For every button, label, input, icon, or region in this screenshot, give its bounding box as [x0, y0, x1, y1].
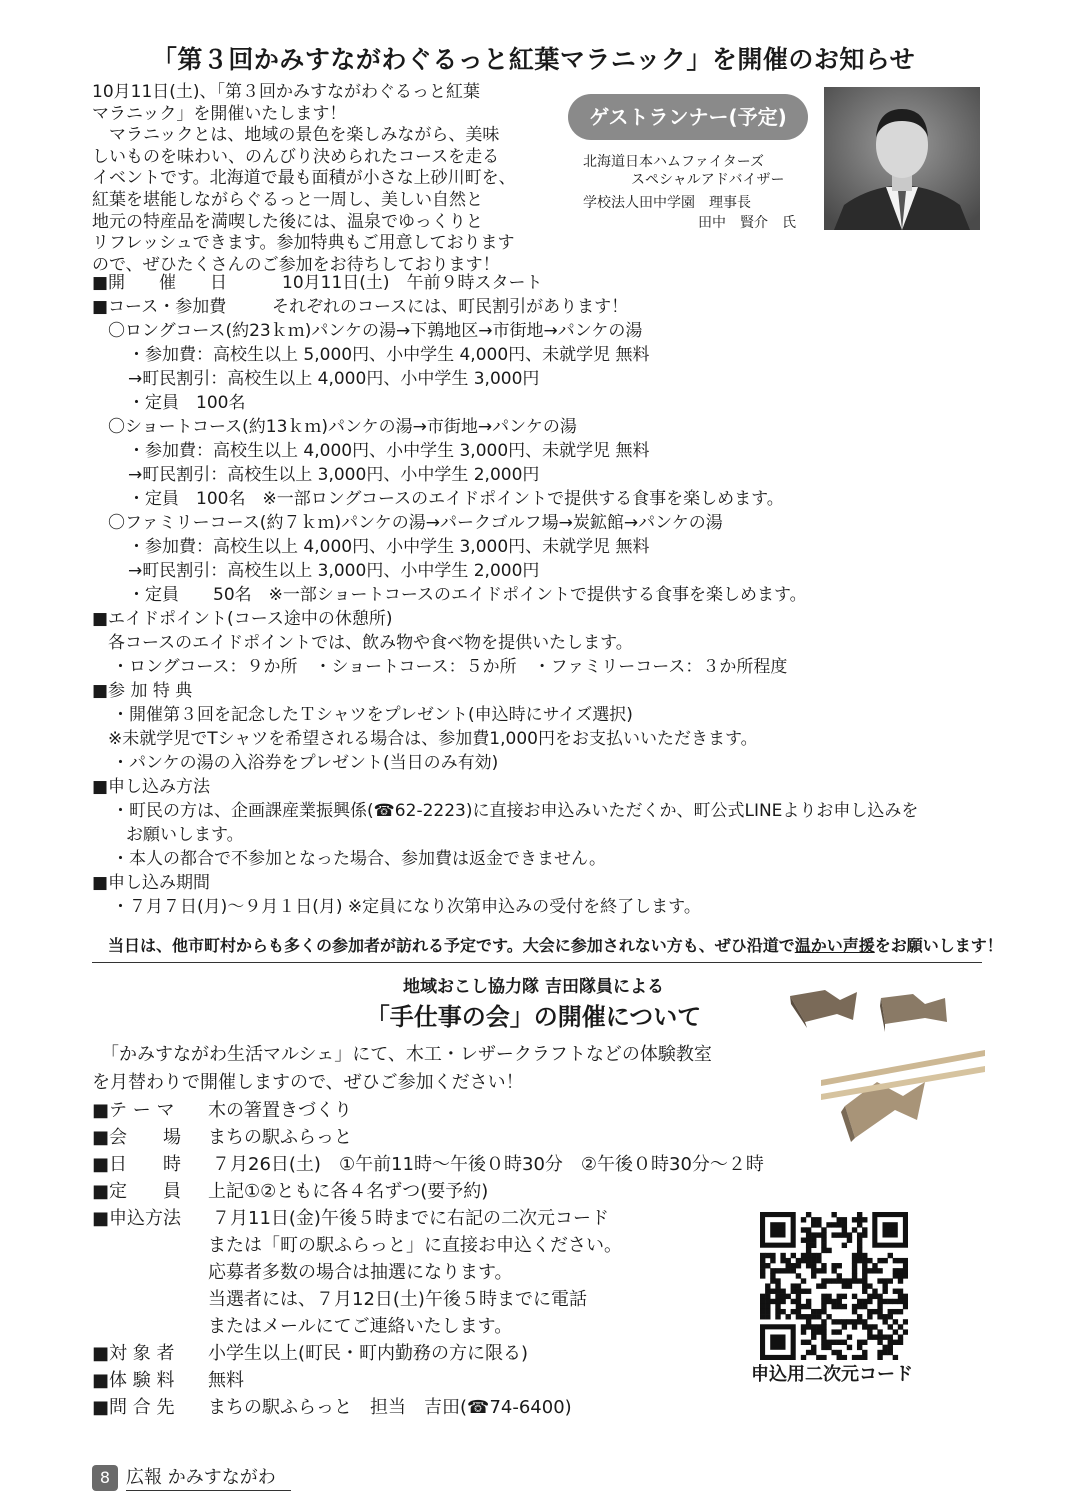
chopstick-rest-illustration [785, 978, 985, 1148]
intro-line: マラニックとは、地域の景色を楽しみながら、美味 [92, 125, 500, 146]
date-label: ■開 催 日 [92, 273, 228, 293]
guest-role: スペシャルアドバイザー [631, 172, 785, 188]
craft-intro-line: を月替わりで開催しますので、ぜひご参加ください！ [92, 1072, 524, 1093]
perk-bath-ticket: ・パンケの湯の入浴券をプレゼント(当日のみ有効) [112, 753, 499, 773]
intro-line: リフレッシュできます。参加特典もご用意しております [92, 233, 515, 254]
theme-value: 木の箸置きづくり [208, 1100, 352, 1121]
chopstick-rest-image [785, 978, 985, 1148]
section-divider [92, 962, 982, 963]
marathon-details [92, 271, 992, 919]
publication-title: 広報 かみすながわ [126, 1463, 291, 1491]
apply-method-value: またはメールにてご連絡いたします。 [208, 1316, 513, 1337]
date-value: 10月11日(土) 午前９時スタート [282, 273, 543, 293]
apply-method-value: 応募者多数の場合は抽選になります。 [208, 1262, 513, 1283]
craft-subtitle: 地域おこし協力隊 吉田隊員による [403, 977, 664, 997]
course-note: それぞれのコースには、町民割引があります！ [272, 297, 629, 317]
capacity-value: 上記①②ともに各４名ずつ(要予約) [208, 1181, 489, 1202]
target-value: 小学生以上(町民・町内勤務の方に限る) [208, 1343, 529, 1364]
short-course-discount: →町民割引：高校生以上 3,000円、小中学生 2,000円 [128, 465, 540, 485]
intro-line: しいものを味わい、のんびり決められたコースを走る [92, 146, 500, 167]
short-course-title: 〇ショートコース(約13ｋｍ)パンケの湯→市街地→パンケの湯 [108, 417, 577, 437]
apply-label: ■申し込み方法 [92, 777, 211, 797]
closing-text-end: をお願いします！ [874, 936, 1003, 955]
apply-method-value: または「町の駅ふらっと」に直接お申込ください。 [208, 1235, 622, 1256]
guest-portrait-image [824, 87, 980, 230]
qr-code-label: 申込用二次元コード [751, 1364, 913, 1385]
aid-description: 各コースのエイドポイントでは、飲み物や食べ物を提供いたします。 [108, 633, 633, 653]
apply-refund-note: ・本人の都合で不参加となった場合、参加費は返金できません。 [112, 849, 607, 869]
capacity-label: ■定 員 [92, 1181, 182, 1202]
page-number: 8 [92, 1465, 118, 1491]
apply-method-value: ７月11日(金)午後５時までに右記の二次元コード [212, 1208, 609, 1229]
intro-line: 10月11日(土)、「第３回かみすながわぐるっと紅葉 [92, 82, 481, 102]
intro-line: ので、ぜひたくさんのご参加をお待ちしております！ [92, 254, 500, 275]
contact-label: ■問 合 先 [92, 1397, 175, 1418]
family-course-capacity: ・定員 50名 ※一部ショートコースのエイドポイントで提供する食事を楽しめます。 [128, 585, 807, 605]
guest-affiliation: 北海道日本ハムファイターズ [583, 154, 765, 170]
family-course-fee: ・参加費：高校生以上 4,000円、小中学生 3,000円、未就学児 無料 [128, 537, 650, 557]
long-course-title: 〇ロングコース(約23ｋｍ)パンケの湯→下鶉地区→市街地→パンケの湯 [108, 321, 643, 341]
qr-code-image[interactable] [760, 1212, 908, 1360]
marathon-intro [92, 82, 542, 276]
guest-position: 学校法人田中学園 理事長 [583, 195, 751, 211]
intro-line: 地元の特産品を満喫した後には、温泉でゆっくりと [92, 211, 483, 232]
perk-label: ■参 加 特 典 [92, 681, 193, 701]
craft-title: 「手仕事の会」の開催について [365, 1003, 702, 1031]
datetime-label: ■日 時 [92, 1154, 182, 1175]
course-label: ■コース・参加費 [92, 297, 227, 317]
closing-text: 当日は、他市町村からも多くの参加者が訪れる予定です。大会に参加されない方も、ぜひ沿道で [108, 936, 795, 955]
datetime-value: ７月26日(土) ①午前11時～午後０時30分 ②午後０時30分～２時 [212, 1154, 764, 1175]
short-course-fee: ・参加費：高校生以上 4,000円、小中学生 3,000円、未就学児 無料 [128, 441, 650, 461]
apply-method-cont: お願いします。 [126, 825, 244, 845]
apply-method: ・町民の方は、企画課産業振興係(☎62-2223)に直接お申込みいただくか、町公式LINEよりお申し込みを [112, 801, 919, 821]
intro-line: イベントです。北海道で最も面積が小さな上砂川町を、 [92, 168, 516, 189]
theme-label: ■テ ー マ [92, 1100, 175, 1121]
family-course-title: 〇ファミリーコース(約７ｋｍ)パンケの湯→パークゴルフ場→炭鉱館→パンケの湯 [108, 513, 723, 533]
period-label: ■申し込み期間 [92, 873, 211, 893]
guest-runner-badge: ゲストランナー(予定) [568, 94, 808, 140]
perk-tshirt-note: ※未就学児でTシャツを希望される場合は、参加費1,000円をお支払いいただきます。 [108, 729, 758, 749]
venue-label: ■会 場 [92, 1127, 182, 1148]
fee-label: ■体 験 料 [92, 1370, 175, 1391]
aid-label: ■エイドポイント(コース途中の休憩所) [92, 609, 393, 629]
long-course-discount: →町民割引：高校生以上 4,000円、小中学生 3,000円 [128, 369, 540, 389]
apply-method-label: ■申込方法 [92, 1208, 182, 1229]
contact-value: まちの駅ふらっと 担当 吉田(☎74-6400) [208, 1397, 572, 1418]
target-label: ■対 象 者 [92, 1343, 175, 1364]
period-value: ・７月７日(月)～９月１日(月) ※定員になり次第申込みの受付を終了します。 [112, 897, 701, 917]
qr-code-graphic [760, 1212, 908, 1360]
venue-value: まちの駅ふらっと [208, 1127, 352, 1148]
long-course-fee: ・参加費：高校生以上 5,000円、小中学生 4,000円、未就学児 無料 [128, 345, 650, 365]
long-course-capacity: ・定員 100名 [128, 393, 246, 413]
aid-counts: ・ロングコース：９か所 ・ショートコース：５か所 ・ファミリーコース：３か所程度 [112, 657, 788, 677]
intro-line: マラニック」を開催いたします！ [92, 103, 347, 124]
perk-tshirt: ・開催第３回を記念したＴシャツをプレゼント(申込時にサイズ選択) [112, 705, 633, 725]
marathon-title: 「第３回かみすながわぐるっと紅葉マラニック」を開催のお知らせ [151, 45, 916, 74]
fee-value: 無料 [208, 1370, 244, 1391]
guest-name: 田中 賢介 氏 [698, 215, 796, 231]
closing-message [108, 933, 1003, 956]
craft-intro-line: 「かみすながわ生活マルシェ」にて、木工・レザークラフトなどの体験教室 [92, 1044, 712, 1065]
intro-line: 紅葉を堪能しながらぐるっと一周し、美しい自然と [92, 189, 483, 210]
short-course-capacity: ・定員 100名 ※一部ロングコースのエイドポイントで提供する食事を楽しめます。 [128, 489, 784, 509]
family-course-discount: →町民割引：高校生以上 3,000円、小中学生 2,000円 [128, 561, 540, 581]
craft-intro [92, 1041, 712, 1097]
apply-method-value: 当選者には、７月12日(土)午後５時までに電話 [208, 1289, 587, 1310]
guest-photo [824, 87, 980, 230]
closing-underlined: 温かい声援 [794, 936, 875, 955]
